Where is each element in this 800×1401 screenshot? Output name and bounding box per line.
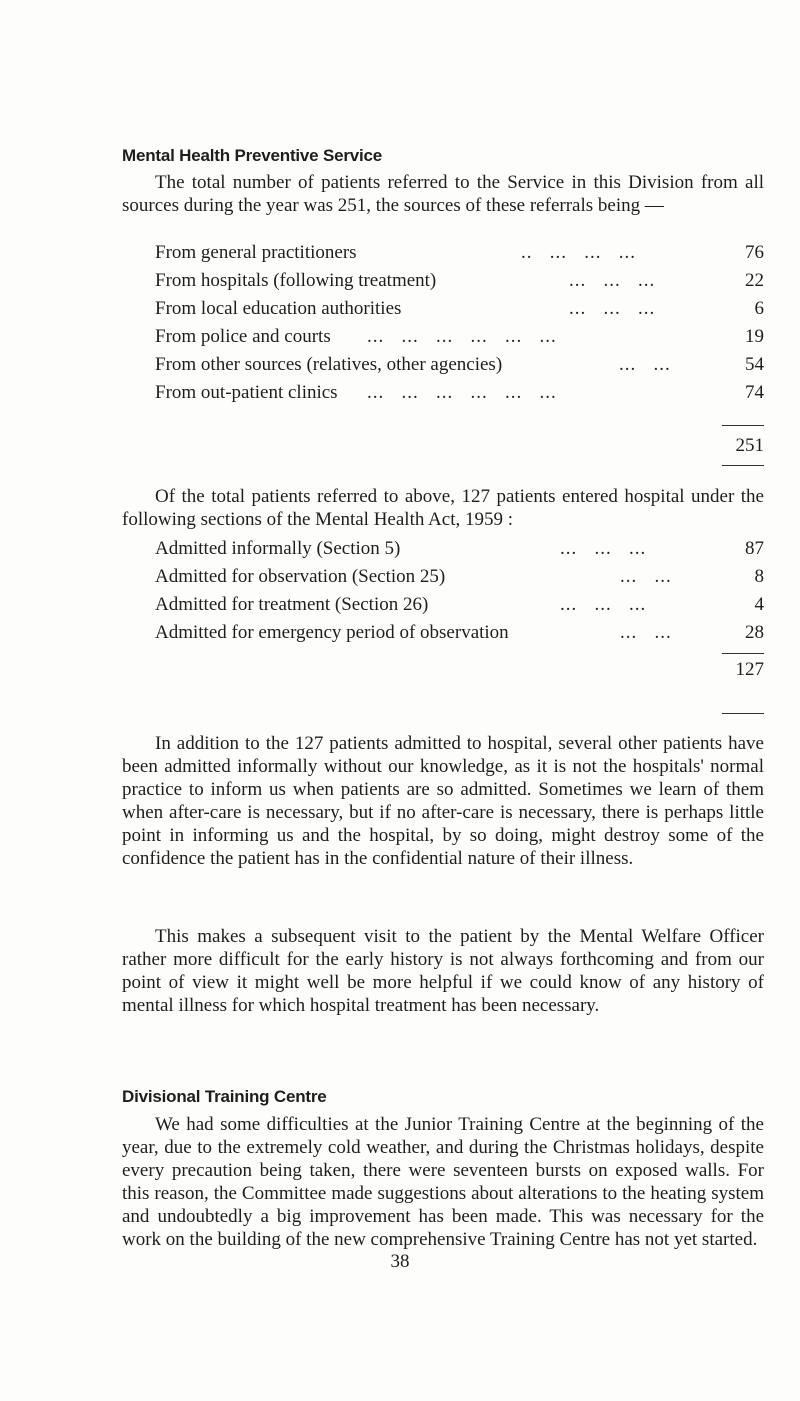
addition-paragraph: In addition to the 127 patients admitted to hospital, several other patients have been admitted informally without our knowledge, as it is not the hospitals' normal practice to inform us when patients are so admitted. Sometimes we learn of them when after-care is necessary, but if no after-care is necessary, there is perhaps little point in informing us and the hospital, by so doing, might destroy some of the confidence the patient has in the confidential nature of their illness. (122, 733, 764, 869)
admission-value: 4 (754, 594, 764, 615)
total-rule-top (722, 425, 764, 426)
referral-value: 19 (745, 326, 764, 347)
referrals-total: 251 (735, 435, 764, 456)
training-centre-paragraph: We had some difficulties at the Junior Training Centre at the beginning of the year, due to the extremely cold weather, and during the Christmas holidays, despite every precaution being taken, there were seventeen bursts on exposed walls. For this reason, the Committee made suggestions about alterations to the heating system and undoubtedly a big improvement has been made. This was necessary for the work on the building of the new comprehensive Training Centre has not yet started. (122, 1114, 764, 1250)
referral-value: 74 (745, 382, 764, 403)
referral-label: From police and courts (155, 326, 331, 347)
admission-label: Admitted informally (Section 5) (155, 538, 401, 559)
leader-dots: ... ... ... (560, 538, 647, 559)
leader-dots: ... ... ... (569, 298, 656, 319)
section-heading-mental-health: Mental Health Preventive Service (122, 146, 383, 165)
page-number: 38 (390, 1251, 410, 1272)
referral-label: From local education authorities (155, 298, 402, 319)
referral-label: From other sources (relatives, other agencies) (155, 354, 503, 375)
referral-row (155, 381, 764, 404)
admissions-intro-paragraph: Of the total patients referred to above, 127 patients entered hospital under the following sections of the Mental Health Act, 1959 : (122, 486, 764, 530)
referral-value: 22 (745, 270, 764, 291)
admission-value: 8 (754, 566, 764, 587)
referral-row (155, 297, 764, 320)
leader-dots: ... ... ... (569, 270, 656, 291)
admission-label: Admitted for treatment (Section 26) (155, 594, 429, 615)
referral-row (155, 353, 764, 376)
leader-dots: ... ... ... (560, 594, 647, 615)
leader-dots: ... ... ... ... ... ... (367, 382, 557, 403)
admission-label: Admitted for emergency period of observation (155, 622, 509, 643)
admission-row (155, 593, 764, 616)
admission-row (155, 537, 764, 560)
referral-value: 6 (754, 298, 764, 319)
leader-dots: ... ... (620, 566, 672, 587)
referral-label: From out-patient clinics (155, 382, 338, 403)
leader-dots: .. ... ... ... (521, 242, 636, 263)
referral-label: From hospitals (following treatment) (155, 270, 437, 291)
referral-row (155, 241, 764, 264)
leader-dots: ... ... (620, 622, 672, 643)
referral-label: From general practitioners (155, 242, 357, 263)
leader-dots: ... ... (619, 354, 671, 375)
admission-row (155, 621, 764, 644)
admissions-total: 127 (735, 659, 764, 680)
referral-row (155, 269, 764, 292)
admission-label: Admitted for observation (Section 25) (155, 566, 446, 587)
total-rule-bottom (722, 713, 764, 714)
total-rule-bottom (722, 465, 764, 466)
referral-value: 76 (745, 242, 764, 263)
admission-value: 28 (745, 622, 764, 643)
leader-dots: ... ... ... ... ... ... (367, 326, 557, 347)
referral-value: 54 (745, 354, 764, 375)
intro-paragraph: The total number of patients referred to the Service in this Division from all sources during the year was 251, the sources of these referrals being — (122, 172, 764, 216)
admission-row (155, 565, 764, 588)
referral-row (155, 325, 764, 348)
total-rule-top (722, 653, 764, 654)
section-heading-training-centre: Divisional Training Centre (122, 1087, 327, 1106)
admission-value: 87 (745, 538, 764, 559)
visit-paragraph: This makes a subsequent visit to the patient by the Mental Welfare Officer rather more difficult for the early history is not always forthcoming and from our point of view it might well be more helpful if we could know of any history of mental illness for which hospital treatment has been necessary. (122, 926, 764, 1016)
